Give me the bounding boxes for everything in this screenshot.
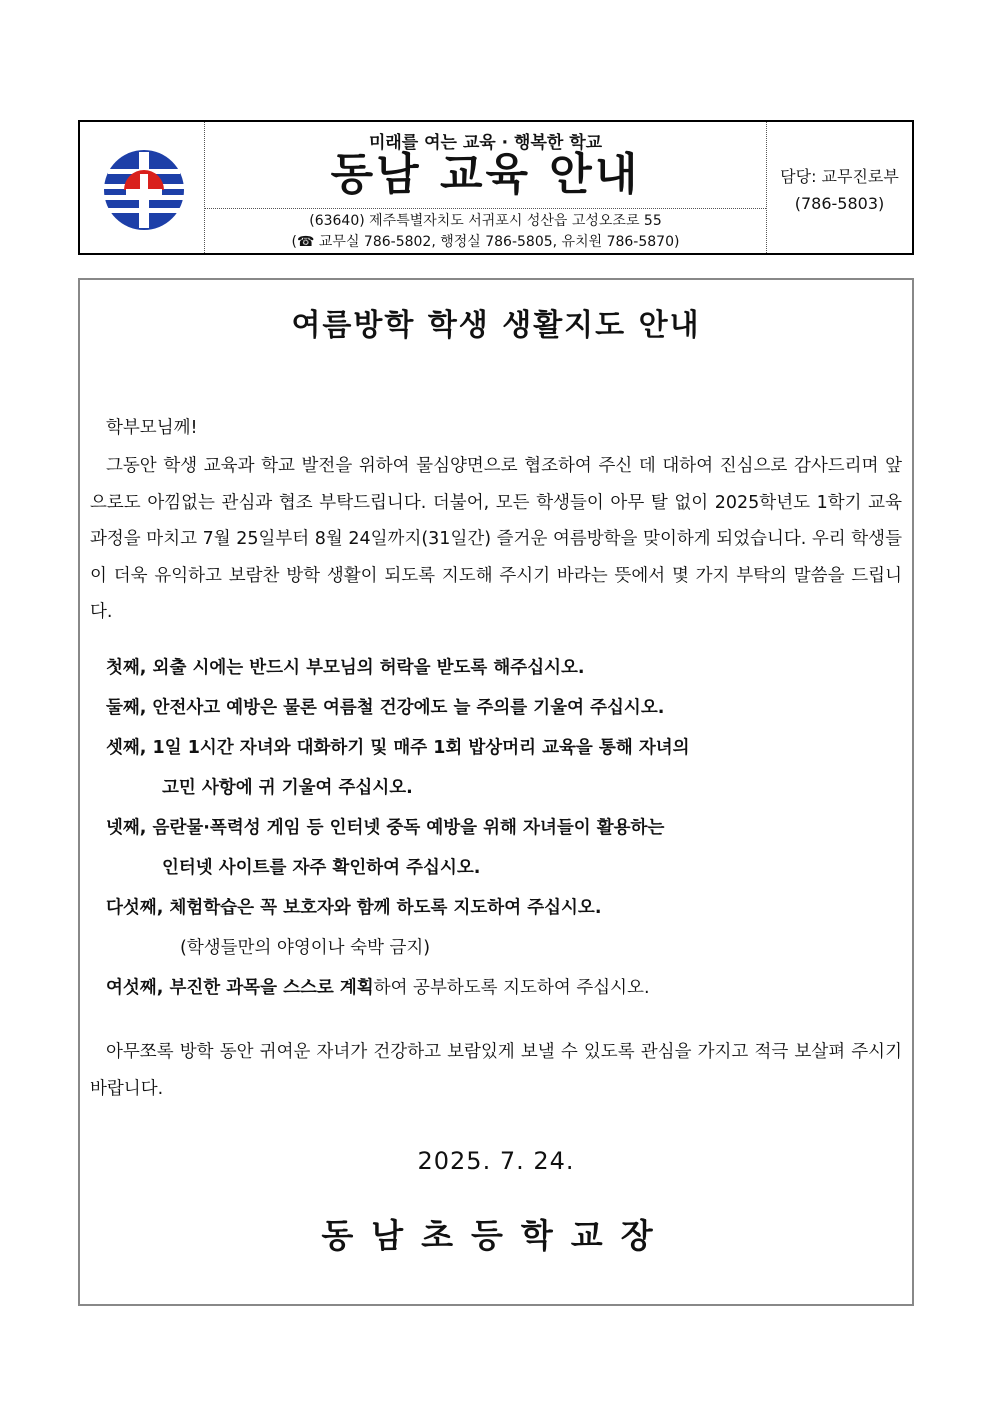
list-item xyxy=(106,648,585,688)
greeting: 학부모님께! xyxy=(106,418,198,438)
list-item xyxy=(106,808,664,848)
item-text: (학생들만의 야영이나 숙박 금지) xyxy=(180,938,431,958)
item-text: 다섯째, 체험학습은 꼭 보호자와 함께 하도록 지도하여 주십시오. xyxy=(106,898,602,918)
signature: 동남초등학교장 xyxy=(321,1216,671,1255)
list-item xyxy=(106,728,690,768)
header-divider xyxy=(205,208,766,209)
list-item xyxy=(106,888,601,928)
header-center xyxy=(205,122,766,253)
contact-cell xyxy=(766,122,912,253)
school-phones: (☎ 교무실 786-5802, 행정실 786-5805, 유치원 786-5870) xyxy=(291,234,680,250)
intro-paragraph: 그동안 학생 교육과 학교 발전을 위하여 물심양면으로 협조하여 주신 데 대하여 진심으로 감사드리며 앞으로도 아낌없는 관심과 협조 부탁드립니다. 더불어, 모든 학생들이 아무 탈 없이 2025학년도 1학기 교육과정을 마치고 7월 25일부터 8월 24일까지(31일간) 즐거운 여름방학을 맞이하게 되었습니다. 우리 학생들이 더욱 유익하고 보람찬 방학 생활이 되도록 지도해 주시기 바라는 뜻에서 몇 가지 부탁의 말씀을 드립니다. xyxy=(90,456,902,622)
item-text: 셋째, 1일 1시간 자녀와 대화하기 및 매주 1회 밥상머리 교육을 통해 자녀의 xyxy=(106,738,690,758)
header-box xyxy=(78,120,914,255)
item-text-bold: 여섯째, 부진한 과목을 스스로 계획 xyxy=(106,978,374,998)
list-item xyxy=(106,968,650,1008)
document-title: 여름방학 학생 생활지도 안내 xyxy=(291,308,701,343)
list-item xyxy=(106,688,664,728)
school-logo-icon xyxy=(102,148,186,232)
contact-department: 담당: 교무진로부 xyxy=(780,167,899,186)
letter-date: 2025. 7. 24. xyxy=(417,1147,575,1175)
school-address: (63640) 제주특별자치도 서귀포시 성산읍 고성오조로 55 xyxy=(309,213,662,229)
item-text: 둘째, 안전사고 예방은 물론 여름철 건강에도 늘 주의를 기울여 주십시오. xyxy=(106,698,665,718)
item-text: 첫째, 외출 시에는 반드시 부모님의 허락을 받도록 해주십시오. xyxy=(106,658,585,678)
logo-cell xyxy=(80,122,205,253)
closing-paragraph: 아무쪼록 방학 동안 귀여운 자녀가 건강하고 보람있게 보낼 수 있도록 관심을 가지고 적극 보살펴 주시기 바랍니다. xyxy=(90,1042,902,1099)
list-item-note xyxy=(180,928,430,968)
newsletter-title: 동남 교육 안내 xyxy=(330,149,641,200)
list-item-continuation xyxy=(162,848,480,888)
item-text: 인터넷 사이트를 자주 확인하여 주십시오. xyxy=(162,858,481,878)
list-item-continuation xyxy=(162,768,413,808)
item-text-normal: 하여 공부하도록 지도하여 주십시오. xyxy=(373,978,650,998)
contact-phone: (786-5803) xyxy=(794,194,885,213)
letter-body xyxy=(78,278,914,1306)
school-slogan: 미래를 여는 교육 · 행복한 학교 xyxy=(368,133,603,153)
item-text: 고민 사항에 귀 기울여 주십시오. xyxy=(162,778,413,798)
item-text: 넷째, 음란물·폭력성 게임 등 인터넷 중독 예방을 위해 자녀들이 활용하는 xyxy=(106,818,665,838)
